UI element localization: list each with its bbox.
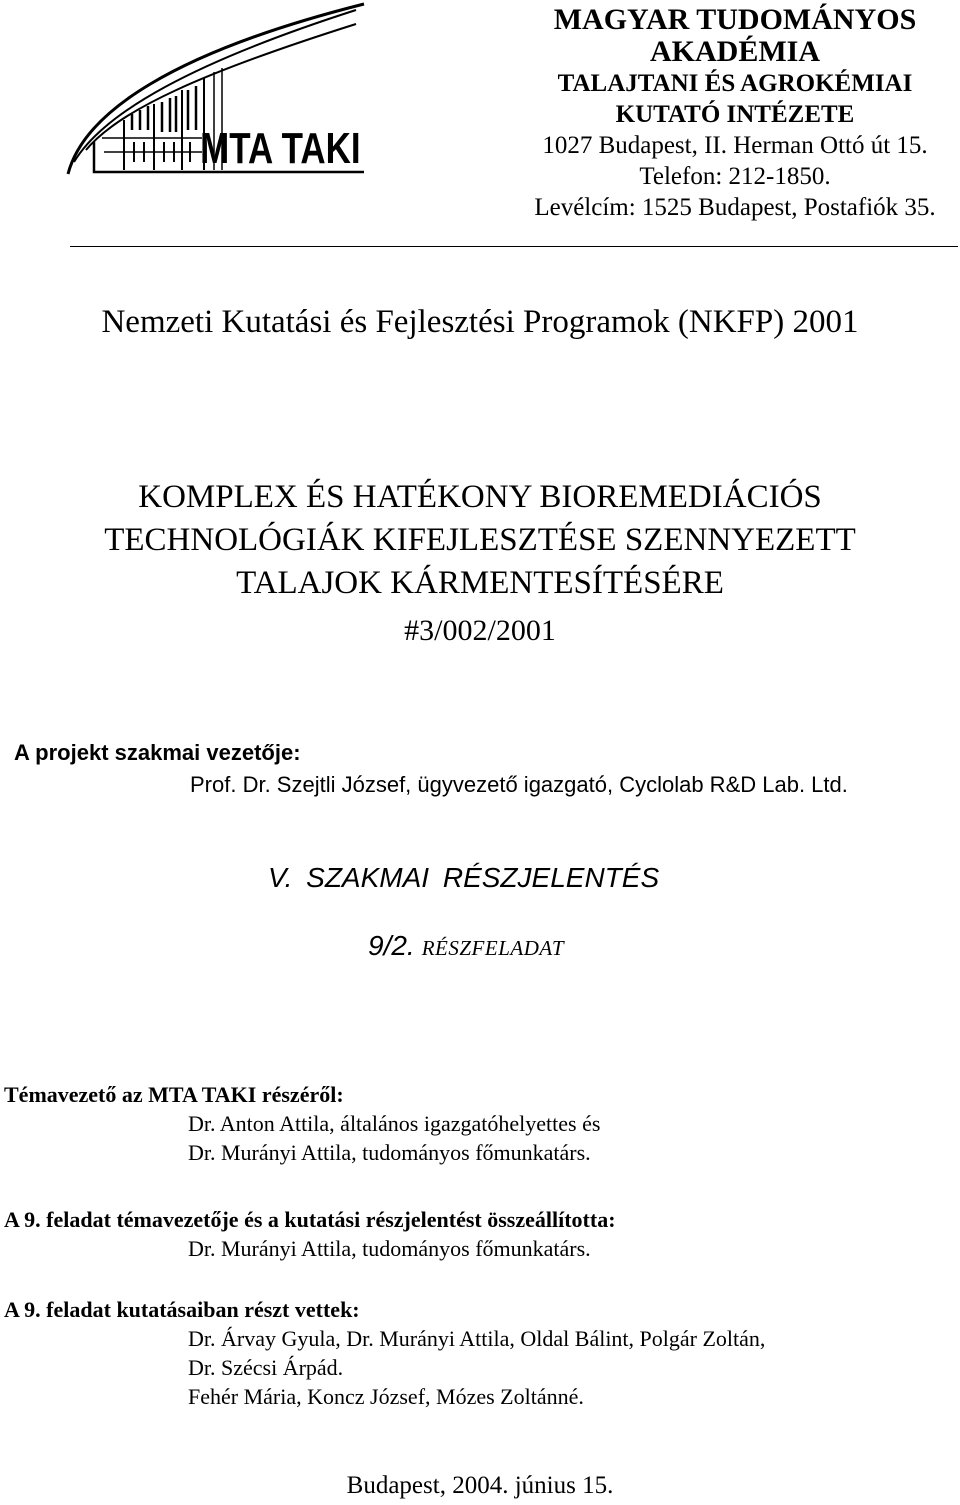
institute-mail: Levélcím: 1525 Budapest, Postafiók 35. (534, 194, 936, 221)
participants-section (4, 1295, 765, 1411)
compiler-label: A 9. feladat témavezetője és a kutatási részjelentést összeállította: (4, 1207, 616, 1232)
institute-name-line2: AKADÉMIA (650, 35, 820, 68)
supervisor-line1: Dr. Anton Attila, általános igazgatóhelyettes és (188, 1111, 601, 1136)
institute-phone: Telefon: 212-1850. (639, 163, 831, 190)
subtask-label: RÉSZFELADAT (421, 936, 565, 960)
institute-name-line4: KUTATÓ INTÉZETE (615, 101, 855, 128)
project-leader-label: A projekt szakmai vezetője: (14, 740, 301, 765)
subtask-number: 9/2. (368, 930, 415, 961)
logo-building-drawing (64, 2, 386, 180)
supervisors-section (4, 1080, 600, 1167)
institute-address: 1027 Budapest, II. Herman Ottó út 15. (542, 132, 928, 159)
supervisor-line2: Dr. Murányi Attila, tudományos főmunkatárs. (188, 1140, 591, 1165)
participants-line2: Dr. Szécsi Árpád. (188, 1355, 344, 1380)
participants-line1: Dr. Árvay Gyula, Dr. Murányi Attila, Oldal Bálint, Polgár Zoltán, (188, 1326, 766, 1351)
compiler-section (4, 1205, 616, 1263)
participants-line3: Fehér Mária, Koncz József, Mózes Zoltánné. (188, 1384, 584, 1409)
project-code: #3/002/2001 (404, 614, 556, 647)
institute-header (520, 4, 950, 223)
project-title-line1: KOMPLEX ÉS HATÉKONY BIOREMEDIÁCIÓS (138, 479, 822, 515)
logo-text: MTA TAKI (200, 124, 361, 173)
institute-logo (64, 2, 386, 180)
header-divider (70, 246, 958, 247)
participants-label: A 9. feladat kutatásaiban részt vettek: (4, 1297, 360, 1322)
institute-name-line1: MAGYAR TUDOMÁNYOS (553, 3, 917, 36)
document-date: Budapest, 2004. június 15. (346, 1472, 614, 1499)
institute-name-line3: TALAJTANI ÉS AGROKÉMIAI (557, 70, 913, 97)
report-title: V. SZAKMAI RÉSZJELENTÉS (268, 862, 660, 893)
project-title (0, 476, 960, 605)
subtask-heading (368, 924, 564, 970)
compiler-line1: Dr. Murányi Attila, tudományos főmunkatárs. (188, 1236, 591, 1261)
project-title-line2: TECHNOLÓGIÁK KIFEJLESZTÉSE SZENNYEZETT (104, 522, 856, 558)
project-leader-name: Prof. Dr. Szejtli József, ügyvezető igazgató, Cyclolab R&D Lab. Ltd. (190, 772, 848, 797)
project-title-line3: TALAJOK KÁRMENTESÍTÉSÉRE (236, 565, 724, 601)
supervisors-label: Témavezető az MTA TAKI részéről: (4, 1082, 344, 1107)
program-title: Nemzeti Kutatási és Fejlesztési Programok (NKFP) 2001 (101, 304, 859, 340)
